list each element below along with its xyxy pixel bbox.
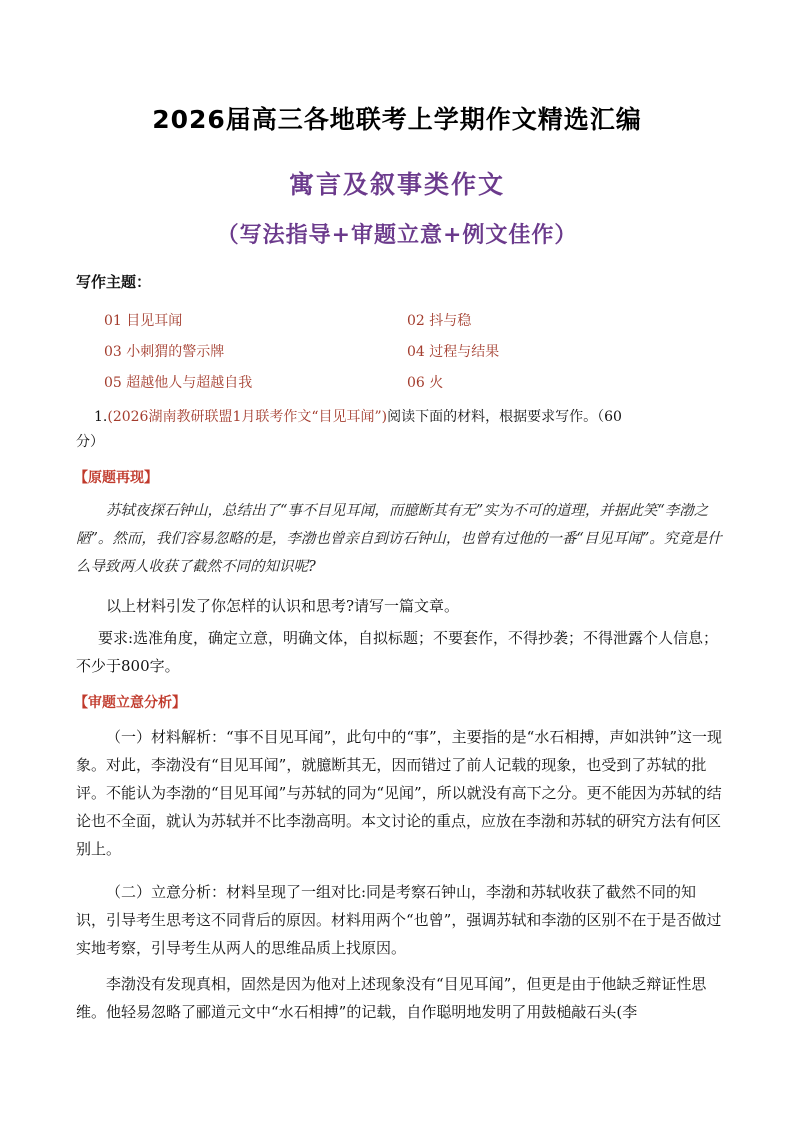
material-text: 苏轼夜探石钟山，总结出了“事不目见耳闻，而臆断其有无”实为不可的道理，并据此笑“李渤之陋”。然而，我们容易忽略的是，李渤也曾亲自到访石钟山，也曾有过他的一番“目见耳闻”。究竟是什么导致两人收获了截然不同的知识呢?	[76, 503, 722, 575]
themes-label: 写作主题：	[76, 273, 152, 291]
question-number: 1.	[94, 409, 108, 425]
theme-item: 01 目见耳闻	[104, 313, 183, 329]
question-1	[94, 404, 734, 431]
section-original-question: 【原题再现】	[74, 470, 158, 486]
theme-item: 04 过程与结果	[407, 344, 500, 360]
requirements-text: 要求:选准角度，确定立意，明确文体，自拟标题；不要套作，不得抄袭；不得泄露个人信息；不少于800字。	[76, 629, 719, 675]
analysis-paragraph-3: 李渤没有发现真相，固然是因为他对上述现象没有“目见耳闻”，但更是由于他缺乏辩证性思维。他轻易忽略了郦道元文中“水石相搏”的记载，自作聪明地发明了用鼓槌敲石头(李	[76, 975, 707, 1021]
document-subtitle: 寓言及叙事类作文	[288, 170, 505, 199]
theme-item: 05 超越他人与超越自我	[104, 375, 253, 391]
section-analysis: 【审题立意分析】	[74, 695, 186, 711]
theme-item: 02 抖与稳	[407, 313, 472, 329]
document-subsubtitle: （写法指导+审题立意+例文佳作）	[216, 222, 578, 248]
analysis-paragraph-2: （二）立意分析：材料呈现了一组对比:同是考察石钟山，李渤和苏轼收获了截然不同的知识，引导考生思考这不同背后的原因。材料用两个“也曾”，强调苏轼和李渤的区别不在于是否做过实地考察，引导考生从两人的思维品质上找原因。	[76, 883, 722, 957]
document-title: 2026届高三各地联考上学期作文精选汇编	[152, 105, 642, 134]
theme-item: 03 小刺猬的警示牌	[104, 344, 225, 360]
question-wrap: 分）	[76, 434, 104, 450]
question-source: (2026湖南教研联盟1月联考作文“目见耳闻”)	[107, 409, 388, 425]
theme-item: 06 火	[407, 375, 444, 391]
prompt-text: 以上材料引发了你怎样的认识和思考?请写一篇文章。	[106, 597, 460, 615]
question-text: 阅读下面的材料，根据要求写作。（60	[387, 409, 622, 425]
analysis-paragraph-1: （一）材料解析：“事不目见耳闻”，此句中的“事”，主要指的是“水石相搏，声如洪钟”这一现象。对此，李渤没有“目见耳闻”，就臆断其无，因而错过了前人记载的现象，也受到了苏轼的批评。不能认为李渤的“目见耳闻”与苏轼的同为“见闻”，所以就没有高下之分。更不能因为苏轼的结论也不全面，就认为苏轼并不比李渤高明。本文讨论的重点，应放在李渤和苏轼的研究方法有何区别上。	[76, 728, 723, 858]
